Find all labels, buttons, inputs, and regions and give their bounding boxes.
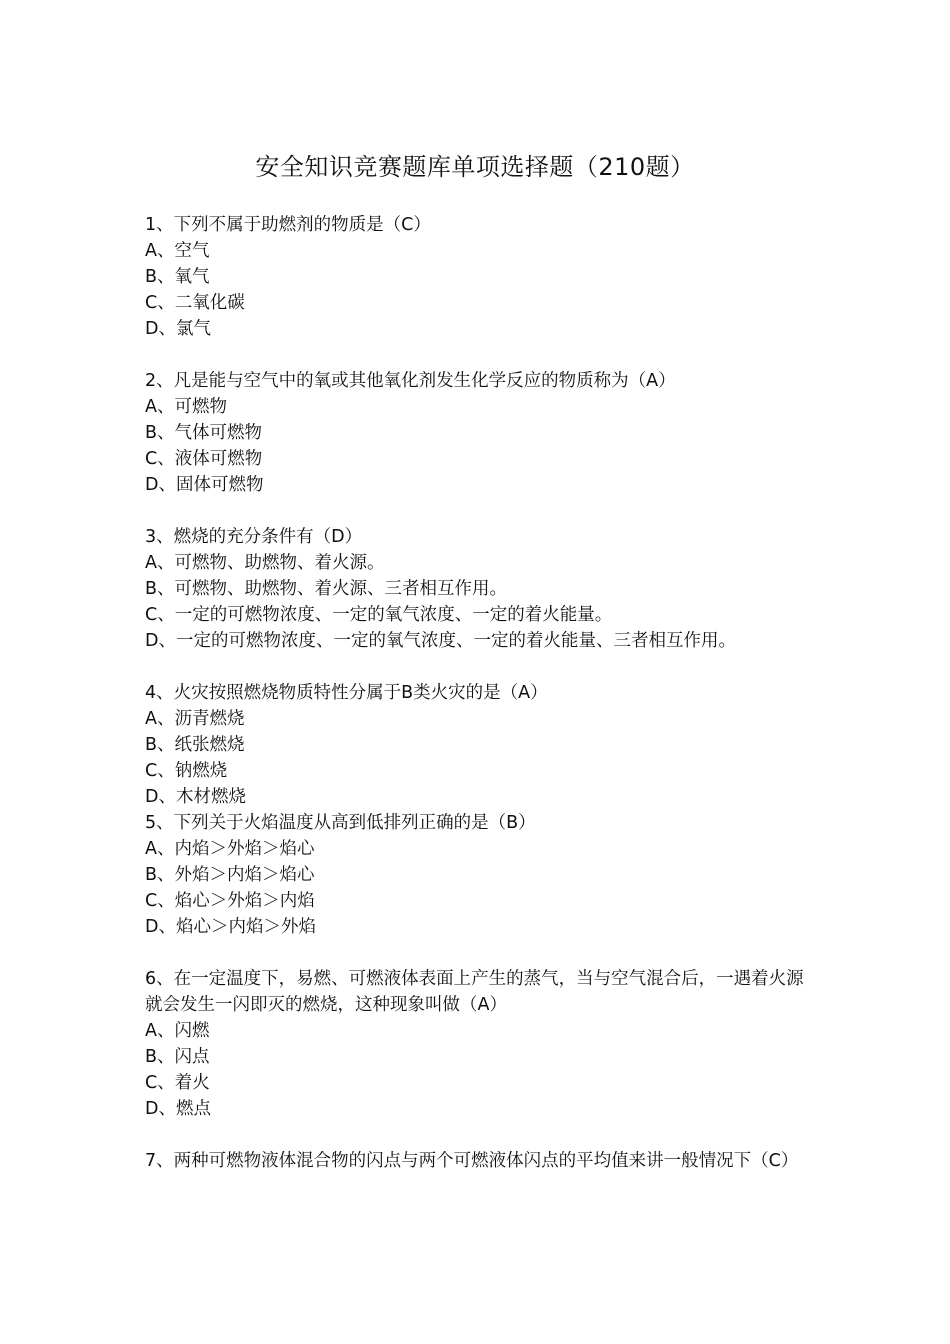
question-option: B、外焰＞内焰＞焰心: [145, 865, 315, 885]
document-title: 安全知识竞赛题库单项选择题（210题）: [255, 153, 695, 181]
question-option: D、燃点: [145, 1099, 211, 1119]
question-stem: 4、火灾按照燃烧物质特性分属于B类火灾的是（A）: [145, 683, 548, 703]
question-stem: 2、凡是能与空气中的氧或其他氧化剂发生化学反应的物质称为（A）: [145, 371, 676, 391]
question-5: [145, 810, 810, 940]
question-option: A、内焰＞外焰＞焰心: [145, 839, 315, 859]
question-option: A、沥青燃烧: [145, 709, 245, 729]
question-option: B、气体可燃物: [145, 423, 263, 443]
question-option: C、一定的可燃物浓度、一定的氧气浓度、一定的着火能量。: [145, 605, 613, 625]
question-option: C、液体可燃物: [145, 449, 263, 469]
question-list: [145, 212, 810, 1174]
question-option: C、着火: [145, 1073, 210, 1093]
question-3: [145, 524, 810, 654]
question-option: A、可燃物: [145, 397, 227, 417]
question-option: A、闪燃: [145, 1021, 210, 1041]
question-stem: 5、下列关于火焰温度从高到低排列正确的是（B）: [145, 813, 536, 833]
question-option: B、氧气: [145, 267, 210, 287]
question-option: D、焰心＞内焰＞外焰: [145, 917, 316, 937]
question-option: C、二氧化碳: [145, 293, 245, 313]
spacer: [145, 940, 810, 966]
question-option: B、可燃物、助燃物、着火源、三者相互作用。: [145, 579, 508, 599]
question-option: D、固体可燃物: [145, 475, 264, 495]
spacer: [145, 654, 810, 680]
question-option: B、纸张燃烧: [145, 735, 245, 755]
question-7: [145, 1148, 810, 1174]
question-stem: 6、在一定温度下，易燃、可燃液体表面上产生的蒸气，当与空气混合后，一遇着火源就会发生一闪即灭的燃烧，这种现象叫做（A）: [145, 969, 804, 1015]
question-option: D、氯气: [145, 319, 211, 339]
question-6: [145, 966, 810, 1122]
question-option: B、闪点: [145, 1047, 210, 1067]
question-stem: 7、两种可燃物液体混合物的闪点与两个可燃液体闪点的平均值来讲一般情况下（C）: [145, 1151, 799, 1171]
question-option: A、空气: [145, 241, 210, 261]
question-4: [145, 680, 810, 810]
spacer: [145, 1122, 810, 1148]
question-option: C、钠燃烧: [145, 761, 228, 781]
spacer: [145, 342, 810, 368]
question-stem: 1、下列不属于助燃剂的物质是（C）: [145, 215, 431, 235]
question-2: [145, 368, 810, 498]
question-option: D、一定的可燃物浓度、一定的氧气浓度、一定的着火能量、三者相互作用。: [145, 631, 736, 651]
question-stem: 3、燃烧的充分条件有（D）: [145, 527, 363, 547]
question-option: D、木材燃烧: [145, 787, 246, 807]
question-option: C、焰心＞外焰＞内焰: [145, 891, 315, 911]
question-1: [145, 212, 810, 342]
question-option: A、可燃物、助燃物、着火源。: [145, 553, 385, 573]
spacer: [145, 498, 810, 524]
